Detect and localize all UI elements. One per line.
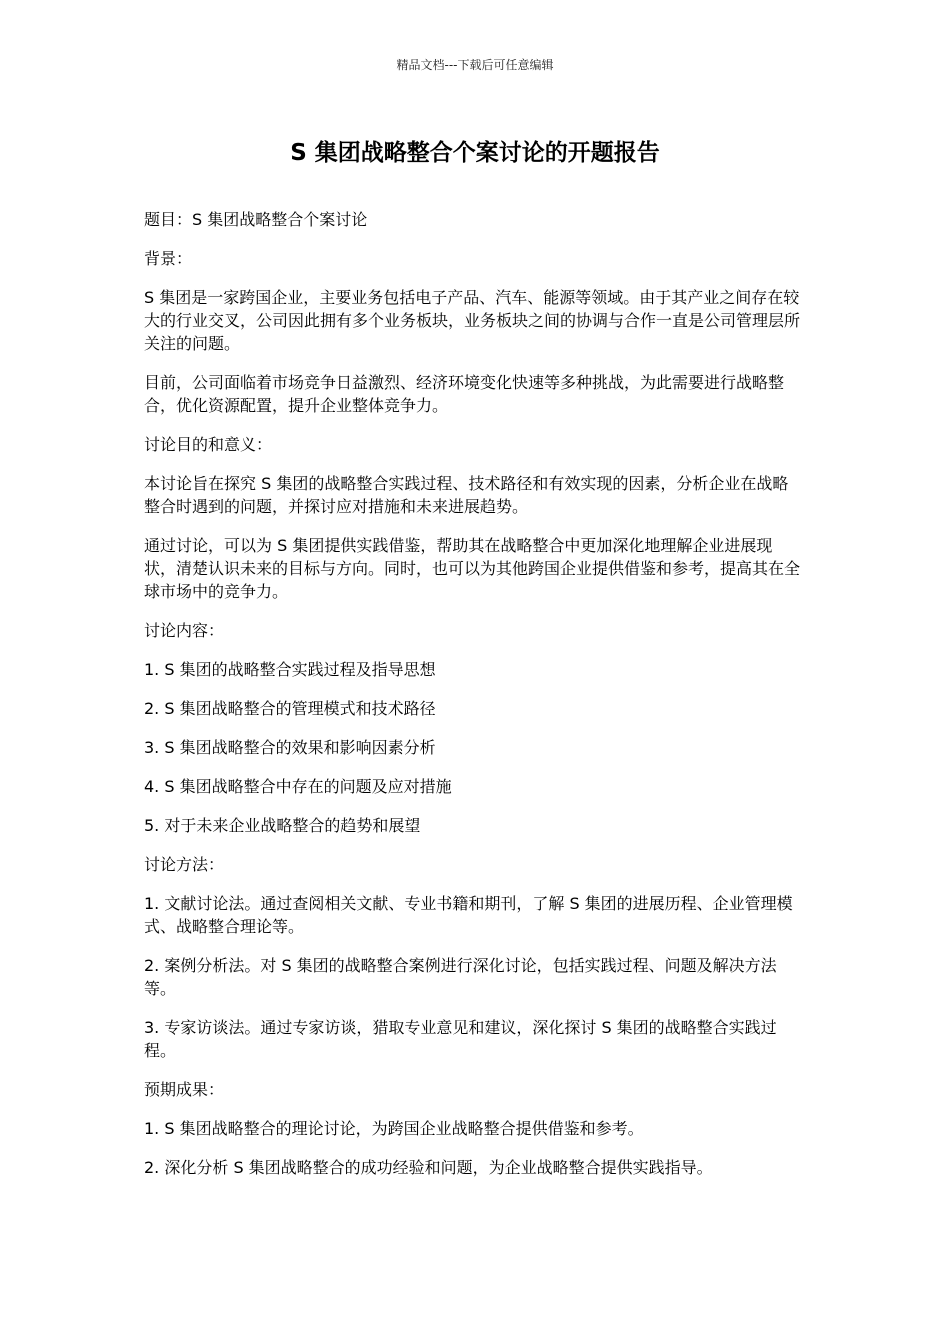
purpose-heading: 讨论目的和意义： [144, 435, 273, 454]
outcome-heading: 预期成果： [144, 1080, 225, 1099]
content-item: 5. 对于未来企业战略整合的趋势和展望 [144, 816, 421, 835]
method-item: 3. 专家访谈法。通过专家访谈，猎取专业意见和建议，深化探讨 S 集团的战略整合实践过程。 [144, 1018, 777, 1060]
document-body [144, 208, 804, 1195]
outcome-item: 1. S 集团战略整合的理论讨论，为跨国企业战略整合提供借鉴和参考。 [144, 1119, 644, 1138]
purpose-paragraph: 通过讨论，可以为 S 集团提供实践借鉴，帮助其在战略整合中更加深化地理解企业进展现状，清楚认识未来的目标与方向。同时，也可以为其他跨国企业提供借鉴和参考，提高其在全球市场中的竞争力。 [144, 536, 801, 601]
header-note: 精品文档---下载后可任意编辑 [396, 58, 554, 72]
content-item: 1. S 集团的战略整合实践过程及指导思想 [144, 660, 436, 679]
topic-line: 题目：S 集团战略整合个案讨论 [144, 210, 368, 229]
document-title: S 集团战略整合个案讨论的开题报告 [290, 140, 660, 166]
content-item: 2. S 集团战略整合的管理模式和技术路径 [144, 699, 436, 718]
background-heading: 背景： [144, 249, 193, 268]
background-paragraph: S 集团是一家跨国企业，主要业务包括电子产品、汽车、能源等领域。由于其产业之间存在较大的行业交叉，公司因此拥有多个业务板块，业务板块之间的协调与合作一直是公司管理层所关注的问题。 [144, 288, 801, 353]
content-item: 4. S 集团战略整合中存在的问题及应对措施 [144, 777, 452, 796]
content-heading: 讨论内容： [144, 621, 225, 640]
outcome-item: 2. 深化分析 S 集团战略整合的成功经验和问题，为企业战略整合提供实践指导。 [144, 1158, 713, 1177]
background-paragraph: 目前，公司面临着市场竞争日益激烈、经济环境变化快速等多种挑战，为此需要进行战略整合，优化资源配置，提升企业整体竞争力。 [144, 373, 785, 415]
method-item: 1. 文献讨论法。通过查阅相关文献、专业书籍和期刊，了解 S 集团的进展历程、企业管理模式、战略整合理论等。 [144, 894, 793, 936]
purpose-paragraph: 本讨论旨在探究 S 集团的战略整合实践过程、技术路径和有效实现的因素，分析企业在战略整合时遇到的问题，并探讨应对措施和未来进展趋势。 [144, 474, 789, 516]
content-item: 3. S 集团战略整合的效果和影响因素分析 [144, 738, 436, 757]
method-heading: 讨论方法： [144, 855, 225, 874]
method-item: 2. 案例分析法。对 S 集团的战略整合案例进行深化讨论，包括实践过程、问题及解决方法等。 [144, 956, 777, 998]
